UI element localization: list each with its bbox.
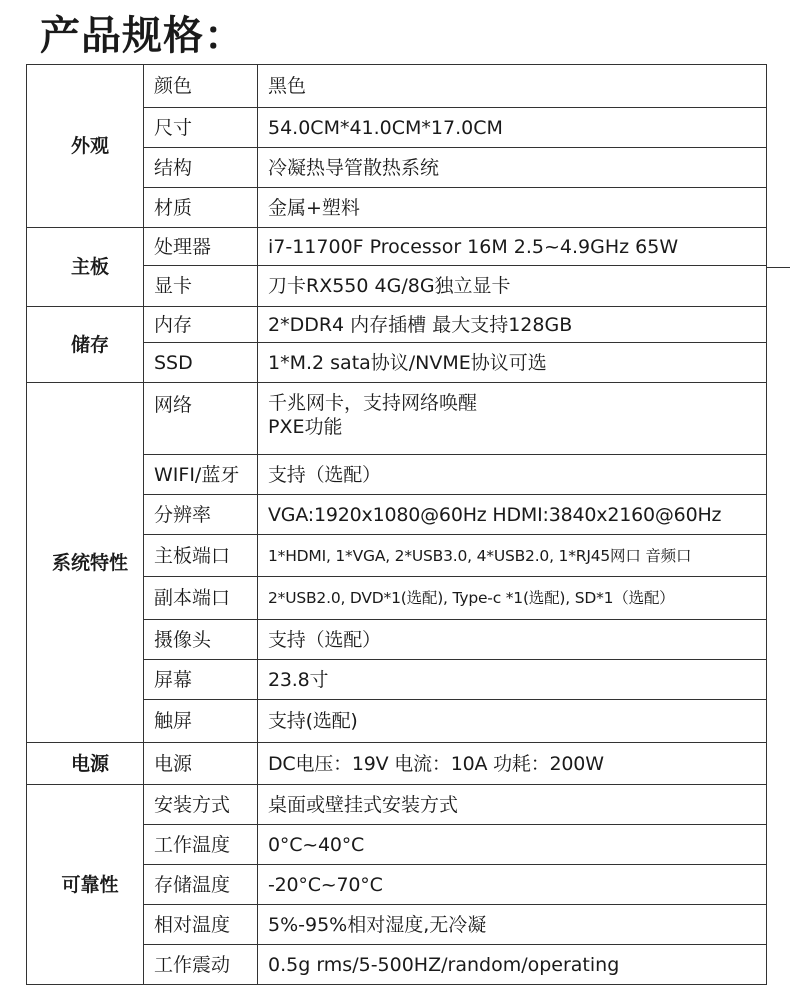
spec-value-line: 千兆网卡，支持网络唤醒 [268, 392, 478, 414]
spec-label: 触屏 [144, 700, 258, 743]
spec-table [26, 64, 767, 985]
spec-value: 23.8寸 [258, 660, 767, 700]
spec-value-line: PXE功能 [268, 416, 343, 438]
spec-label: 副本端口 [144, 577, 258, 620]
divider [767, 267, 790, 268]
spec-label: 屏幕 [144, 660, 258, 700]
spec-value: 2*DDR4 内存插槽 最大支持128GB [258, 307, 767, 343]
spec-value: 冷凝热导管散热系统 [258, 148, 767, 188]
spec-label: 材质 [144, 188, 258, 228]
spec-value: 金属+塑料 [258, 188, 767, 228]
spec-label: 摄像头 [144, 620, 258, 660]
spec-label: 相对温度 [144, 905, 258, 945]
spec-value: -20°C~70°C [258, 865, 767, 905]
spec-label: 主板端口 [144, 535, 258, 577]
spec-label: 存储温度 [144, 865, 258, 905]
group-label: 主板 [27, 228, 144, 307]
spec-value: 支持（选配） [258, 620, 767, 660]
spec-label: 分辨率 [144, 495, 258, 535]
spec-value: 5%-95%相对湿度,无冷凝 [258, 905, 767, 945]
spec-label: 网络 [144, 383, 258, 455]
table-row [27, 228, 767, 266]
table-row [27, 785, 767, 825]
spec-value: 1*HDMI, 1*VGA, 2*USB3.0, 4*USB2.0, 1*RJ45网口 音频口 [258, 535, 767, 577]
spec-value: i7-11700F Processor 16M 2.5~4.9GHz 65W [258, 228, 767, 266]
spec-value: 54.0CM*41.0CM*17.0CM [258, 108, 767, 148]
spec-label: 处理器 [144, 228, 258, 266]
group-label: 外观 [27, 65, 144, 228]
spec-value: 黑色 [258, 65, 767, 108]
spec-value: 桌面或壁挂式安装方式 [258, 785, 767, 825]
spec-value: DC电压：19V 电流：10A 功耗：200W [258, 743, 767, 785]
spec-label: 内存 [144, 307, 258, 343]
spec-value: 2*USB2.0, DVD*1(选配), Type-c *1(选配), SD*1（选配） [258, 577, 767, 620]
table-row [27, 65, 767, 108]
page-title: 产品规格： [40, 13, 245, 59]
spec-value: 支持(选配) [258, 700, 767, 743]
spec-value [258, 383, 767, 455]
spec-label: 结构 [144, 148, 258, 188]
spec-label: 安装方式 [144, 785, 258, 825]
spec-label: 工作温度 [144, 825, 258, 865]
spec-value: 刀卡RX550 4G/8G独立显卡 [258, 266, 767, 307]
spec-label: 颜色 [144, 65, 258, 108]
spec-label: 尺寸 [144, 108, 258, 148]
spec-label: 显卡 [144, 266, 258, 307]
group-label: 可靠性 [27, 785, 144, 985]
table-row [27, 307, 767, 343]
spec-value: 0.5g rms/5-500HZ/random/operating [258, 945, 767, 985]
group-label: 储存 [27, 307, 144, 383]
group-label: 电源 [27, 743, 144, 785]
spec-label: 工作震动 [144, 945, 258, 985]
group-label: 系统特性 [27, 383, 144, 743]
spec-value: 1*M.2 sata协议/NVME协议可选 [258, 343, 767, 383]
spec-label: 电源 [144, 743, 258, 785]
table-row [27, 743, 767, 785]
spec-label: SSD [144, 343, 258, 383]
table-row [27, 383, 767, 455]
spec-value: 0°C~40°C [258, 825, 767, 865]
spec-label: WIFI/蓝牙 [144, 455, 258, 495]
spec-value: VGA:1920x1080@60Hz HDMI:3840x2160@60Hz [258, 495, 767, 535]
spec-value: 支持（选配） [258, 455, 767, 495]
